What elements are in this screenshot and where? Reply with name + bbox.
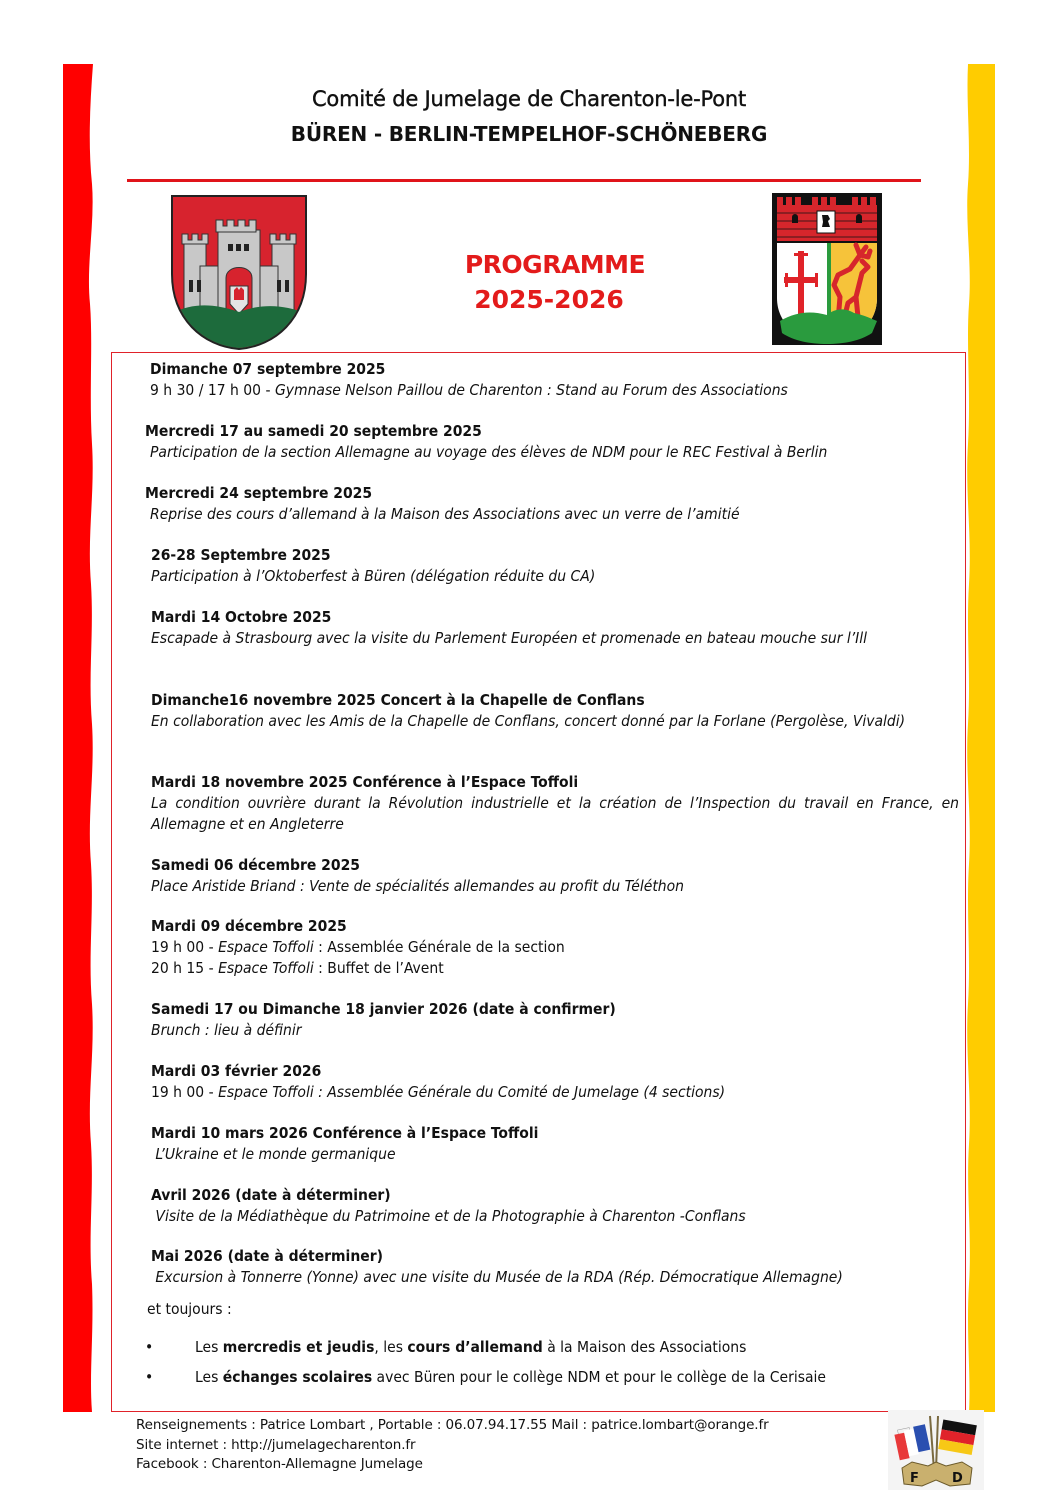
event-item — [112, 1246, 1004, 1288]
website-link[interactable]: Site internet : http://jumelagecharenton.fr — [136, 1436, 416, 1453]
event-detail-line — [150, 380, 1003, 401]
event-description: Escapade à Strasbourg avec la visite du Parlement Européen et promenade en bateau mouche sur l’Ill — [151, 629, 868, 647]
event-detail-line — [151, 958, 1004, 979]
event-date: Mercredi 17 au samedi 20 septembre 2025 — [145, 422, 482, 440]
event-location: Espace Toffoli — [218, 938, 314, 956]
event-date: Mardi 03 février 2026 — [151, 1062, 322, 1080]
event-date: Mardi 09 décembre 2025 — [151, 917, 347, 935]
event-item — [112, 1123, 1004, 1165]
facebook-link[interactable]: Facebook : Charenton-Allemagne Jumelage — [136, 1456, 423, 1472]
event-description: Place Aristide Briand : Vente de spécialités allemandes au profit du Téléthon — [151, 877, 684, 895]
event-date: Dimanche 07 septembre 2025 — [150, 360, 386, 378]
ongoing-activities-label: et toujours : — [147, 1300, 232, 1318]
header-divider — [127, 179, 921, 182]
bullet-icon: • — [145, 1368, 154, 1386]
event-item — [112, 545, 1004, 587]
event-date: Mai 2026 (date à déterminer) — [151, 1247, 383, 1265]
contact-footer — [136, 1416, 769, 1475]
event-time: 20 h 15 - — [151, 959, 219, 977]
red-side-stripe — [62, 64, 96, 1412]
event-item — [112, 690, 965, 732]
event-location: Espace Toffoli — [218, 959, 314, 977]
event-description: L’Ukraine et le monde germanique — [151, 1145, 396, 1163]
event-time: 19 h 00 - — [151, 1083, 219, 1101]
event-date: Mardi 18 novembre 2025 Conférence à l’Espace Toffoli — [151, 773, 579, 791]
event-item — [112, 999, 1004, 1041]
tempelhof-schoeneberg-coat-of-arms — [772, 193, 882, 345]
france-germany-flags-logo — [888, 1410, 984, 1490]
event-date: Samedi 17 ou Dimanche 18 janvier 2026 (date à confirmer) — [151, 1000, 616, 1018]
bueren-coat-of-arms — [170, 194, 308, 350]
event-date: Mardi 10 mars 2026 Conférence à l’Espace Toffoli — [151, 1124, 539, 1142]
event-item — [112, 772, 965, 835]
event-activity: : Assemblée Générale de la section — [313, 938, 565, 956]
svg-text:D: D — [952, 1471, 963, 1486]
event-item — [112, 916, 1004, 979]
event-item — [112, 421, 998, 463]
event-description: Participation de la section Allemagne au voyage des élèves de NDM pour le REC Festival à Berlin — [150, 443, 828, 461]
bullet-emphasis: mercredis et jeudis — [222, 1338, 375, 1356]
event-detail-line — [151, 1082, 1004, 1103]
event-date: Samedi 06 décembre 2025 — [151, 856, 360, 874]
contact-info: Renseignements : Patrice Lombart , Portable : 06.07.94.17.55 Mail : patrice.lombart@orange.fr — [136, 1417, 769, 1433]
event-location: Espace Toffoli : Assemblée Générale du Comité de Jumelage (4 sections) — [218, 1083, 726, 1101]
event-description: La condition ouvrière durant la Révolution industrielle et la création de l’Inspection du travail en France, en Allemagne et en Angleterre — [151, 794, 959, 833]
event-date: Dimanche16 novembre 2025 Concert à la Chapelle de Conflans — [151, 691, 645, 709]
committee-title: Comité de Jumelage de Charenton-le-Pont — [311, 87, 747, 111]
programme-years: 2025-2026 — [474, 285, 624, 314]
event-item — [112, 855, 1004, 897]
event-date: Mardi 14 Octobre 2025 — [151, 608, 332, 626]
event-detail-line — [151, 937, 1004, 958]
event-time: 9 h 30 / 17 h 00 - — [150, 381, 275, 399]
ongoing-activity-item — [145, 1368, 826, 1386]
event-item — [112, 607, 965, 649]
event-item — [112, 483, 998, 525]
programme-title: PROGRAMME — [464, 250, 646, 279]
bullet-text: Les — [195, 1338, 223, 1356]
event-location: Gymnase Nelson Paillou de Charenton : Stand au Forum des Associations — [274, 381, 788, 399]
event-description: Participation à l’Oktoberfest à Büren (délégation réduite du CA) — [151, 567, 596, 585]
event-description: En collaboration avec les Amis de la Chapelle de Conflans, concert donné par la Forlane (Pergolèse, Vivaldi) — [151, 712, 906, 730]
bullet-text: , les — [374, 1338, 408, 1356]
event-date: 26-28 Septembre 2025 — [151, 546, 331, 564]
event-item — [112, 1185, 1004, 1227]
event-time: 19 h 00 - — [151, 938, 219, 956]
bullet-text: à la Maison des Associations — [542, 1338, 747, 1356]
event-description: Reprise des cours d’allemand à la Maison des Associations avec un verre de l’amitié — [150, 505, 740, 523]
bullet-emphasis: cours d’allemand — [407, 1338, 543, 1356]
event-description: Brunch : lieu à définir — [151, 1021, 302, 1039]
bullet-icon: • — [145, 1338, 154, 1356]
event-description: Visite de la Médiathèque du Patrimoine et de la Photographie à Charenton -Conflans — [151, 1207, 746, 1225]
event-item — [112, 359, 1003, 401]
bullet-text: Les — [195, 1368, 223, 1386]
twin-cities-subtitle: BÜREN - BERLIN-TEMPELHOF-SCHÖNEBERG — [290, 122, 768, 146]
bullet-emphasis: échanges scolaires — [222, 1368, 373, 1386]
ongoing-activity-item — [145, 1338, 746, 1356]
event-description: Excursion à Tonnerre (Yonne) avec une visite du Musée de la RDA (Rép. Démocratique Allemagne) — [151, 1268, 843, 1286]
bullet-text: avec Büren pour le collège NDM et pour le collège de la Cerisaie — [372, 1368, 826, 1386]
event-date: Mercredi 24 septembre 2025 — [145, 484, 373, 502]
event-item — [112, 1061, 1004, 1103]
event-date: Avril 2026 (date à déterminer) — [151, 1186, 391, 1204]
svg-text:F: F — [910, 1471, 919, 1486]
programme-box — [111, 352, 966, 1412]
event-activity: : Buffet de l’Avent — [313, 959, 444, 977]
